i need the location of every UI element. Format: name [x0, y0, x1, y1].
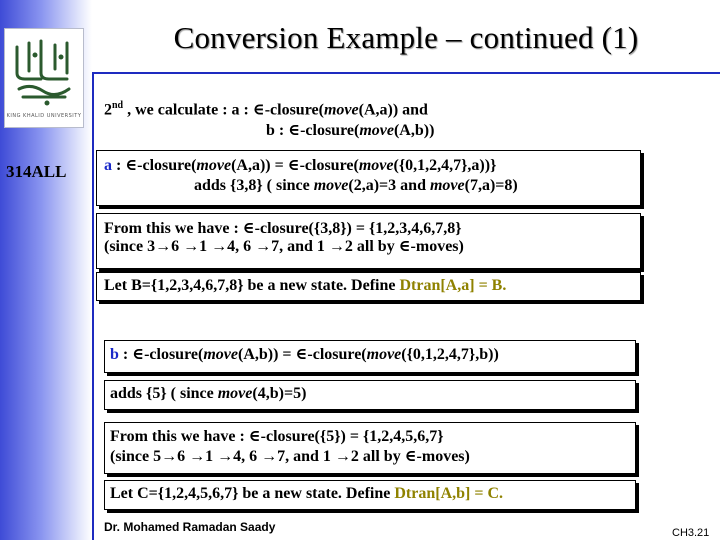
text-part: Let C={1,2,4,5,6,7} be a new state. Define — [110, 485, 395, 502]
move-term: move — [359, 122, 394, 140]
intro-line-1 — [104, 95, 434, 120]
text-part: ({0,1,2,4,7},b)) — [401, 346, 499, 363]
closure-b-line — [110, 345, 499, 365]
move-term: move — [217, 385, 253, 402]
adds-5-line — [110, 384, 306, 404]
symbol-b-label: b — [110, 346, 119, 363]
sidebar-divider — [92, 74, 94, 540]
closure-a-line-1 — [104, 156, 496, 176]
result-a-line-1: From this we have : ∈-closure({3,8}) = {1,2,3,4,6,7,8} — [104, 220, 462, 237]
dtran-a-b: Dtran[A,b] = C. — [394, 485, 504, 502]
intro-text-part: , we calculate : a : ∈-closure( — [123, 101, 324, 119]
author-footer: Dr. Mohamed Ramadan Saady — [104, 520, 276, 534]
state-b-line — [104, 276, 506, 296]
page-number: CH3.21 — [672, 527, 710, 539]
move-term: move — [429, 177, 465, 194]
move-term: move — [196, 157, 232, 174]
university-logo — [4, 28, 84, 128]
text-part: (A,a)) = ∈-closure( — [231, 157, 359, 174]
result-b-line-2: (since 5→6 →1 →4, 6 →7, and 1 →2 all by ∈-moves) — [110, 448, 470, 465]
symbol-a-label: a — [104, 157, 112, 174]
slide-title: Conversion Example – continued (1) — [173, 20, 639, 55]
calligraphy-logo-icon — [11, 33, 77, 111]
result-a-line-2: (since 3→6 →1 →4, 6 →7, and 1 →2 all by ∈-moves) — [104, 238, 464, 255]
intro-line-2 — [104, 120, 434, 141]
intro-text-part: b : ∈-closure( — [266, 122, 360, 140]
closure-a-line-2 — [194, 176, 518, 196]
text-part: : ∈-closure( — [112, 157, 197, 174]
move-term: move — [313, 177, 349, 194]
text-part: adds {3,8} ( since — [194, 177, 314, 194]
text-part: : ∈-closure( — [118, 346, 204, 363]
move-term: move — [323, 101, 359, 119]
text-part: (2,a)=3 and — [348, 177, 430, 194]
result-b-line-1: From this we have : ∈-closure({5}) = {1,2,4,5,6,7} — [110, 428, 444, 445]
text-part: Let B={1,2,3,4,6,7,8} be a new state. Define — [104, 277, 400, 294]
move-term: move — [203, 346, 238, 363]
ordinal-suffix: nd — [112, 100, 124, 111]
intro-text-part: 2 — [104, 101, 112, 119]
intro-text-part: (A,a)) and — [358, 101, 428, 119]
course-code: 314ALL — [6, 162, 67, 181]
intro-text — [104, 95, 434, 141]
title-underline — [92, 72, 720, 74]
dtran-a-a: Dtran[A,a] = B. — [399, 277, 507, 294]
text-part: (A,b)) = ∈-closure( — [237, 346, 367, 363]
text-part: (7,a)=8) — [464, 177, 518, 194]
intro-text-part: (A,b)) — [393, 122, 435, 140]
text-part: adds {5} ( since — [110, 385, 218, 402]
text-part: ({0,1,2,4,7},a))} — [393, 157, 497, 174]
state-c-line — [110, 484, 503, 504]
move-term: move — [358, 157, 394, 174]
text-part: (4,b)=5) — [252, 385, 307, 402]
logo-caption: KING KHALID UNIVERSITY — [6, 113, 82, 119]
move-term: move — [366, 346, 402, 363]
